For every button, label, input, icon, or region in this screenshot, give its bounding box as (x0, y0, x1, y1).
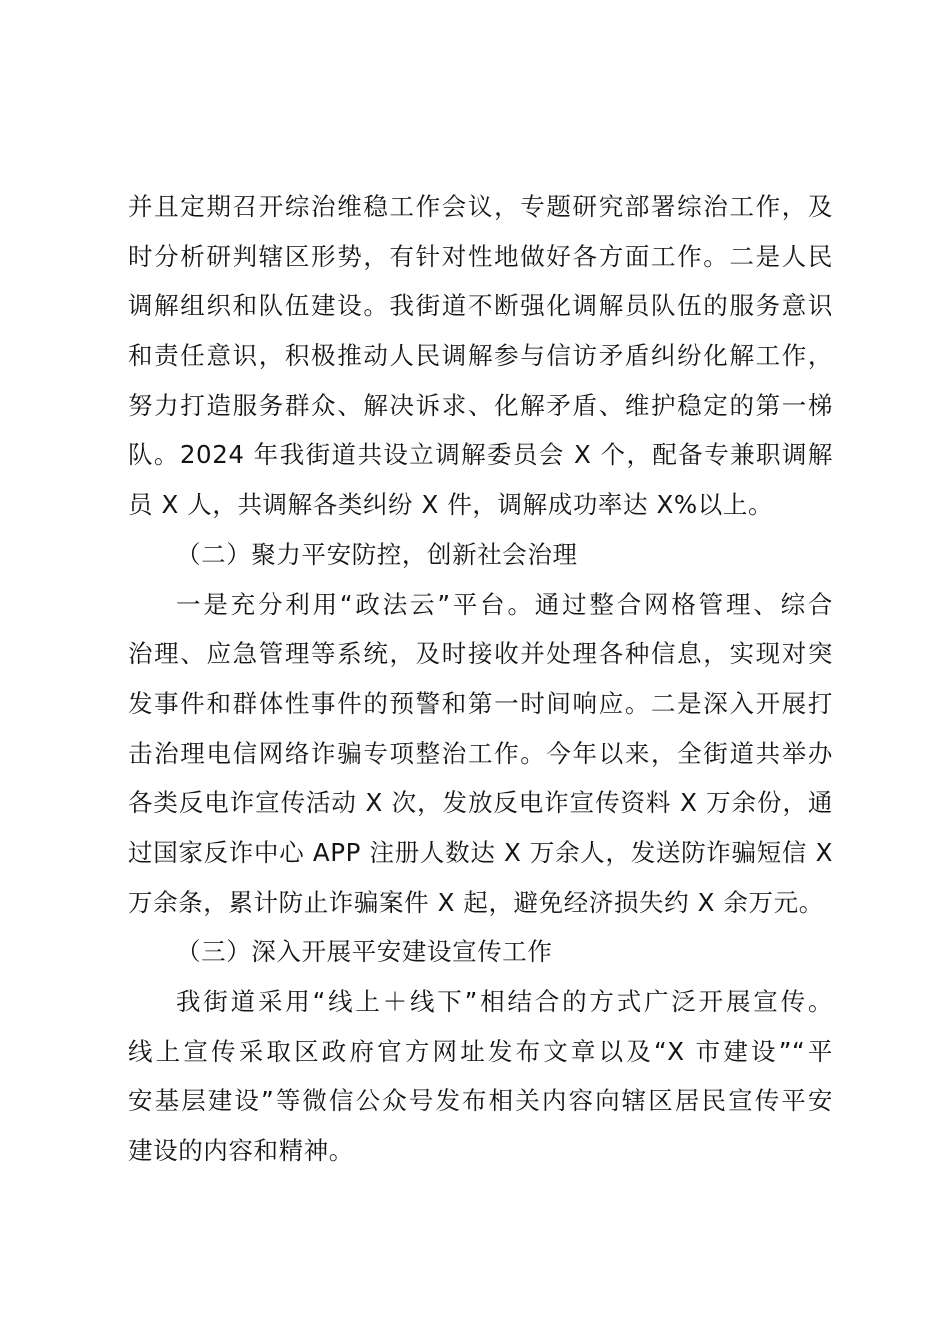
section-heading-3 (128, 927, 833, 977)
text-line: 我街道采用“线上＋线下”相结合的方式广泛开展宣传。 (176, 987, 833, 1016)
section-heading-text: （二）聚力平安防控，创新社会治理 (176, 539, 578, 569)
text-line: 过国家反诈中心 APP 注册人数达 X 万余人，发送防诈骗短信 X (128, 837, 833, 867)
document-body (128, 182, 833, 1176)
text-line: 努力打造服务群众、解决诉求、化解矛盾、维护稳定的第一梯 (128, 390, 833, 420)
paragraph-publicity (128, 977, 833, 1176)
text-line: 和责任意识，积极推动人民调解参与信访矛盾纠纷化解工作， (128, 341, 833, 371)
text-line: 一是充分利用“政法云”平台。通过整合网格管理、综合 (176, 589, 833, 619)
text-line: 发事件和群体性事件的预警和第一时间响应。二是深入开展打 (128, 688, 833, 718)
text-line: 调解组织和队伍建设。我街道不断强化调解员队伍的服务意识 (128, 291, 833, 321)
text-line: 安基层建设”等微信公众号发布相关内容向辖区居民宣传平安 (128, 1086, 833, 1116)
text-line: 线上宣传采取区政府官方网址发布文章以及“X 市建设”“平 (128, 1036, 833, 1066)
text-line: 击治理电信网络诈骗专项整治工作。今年以来，全街道共举办 (128, 738, 833, 768)
text-line: 并且定期召开综治维稳工作会议，专题研究部署综治工作，及 (128, 192, 833, 221)
text-line: 各类反电诈宣传活动 X 次，发放反电诈宣传资料 X 万余份，通 (128, 788, 833, 818)
text-line: 时分析研判辖区形势，有针对性地做好各方面工作。二是人民 (128, 241, 833, 271)
text-line: 万余条，累计防止诈骗案件 X 起，避免经济损失约 X 余万元。 (128, 887, 824, 917)
section-heading-text: （三）深入开展平安建设宣传工作 (176, 937, 553, 967)
text-line: 建设的内容和精神。 (128, 1136, 354, 1166)
paragraph-mediation (128, 182, 833, 530)
paragraph-prevention (128, 580, 833, 928)
section-heading-2 (128, 530, 833, 580)
text-line: 队。2024 年我街道共设立调解委员会 X 个，配备专兼职调解 (128, 440, 833, 470)
text-line: 员 X 人，共调解各类纠纷 X 件，调解成功率达 X%以上。 (128, 490, 774, 520)
text-line: 治理、应急管理等系统，及时接收并处理各种信息，实现对突 (128, 639, 833, 669)
